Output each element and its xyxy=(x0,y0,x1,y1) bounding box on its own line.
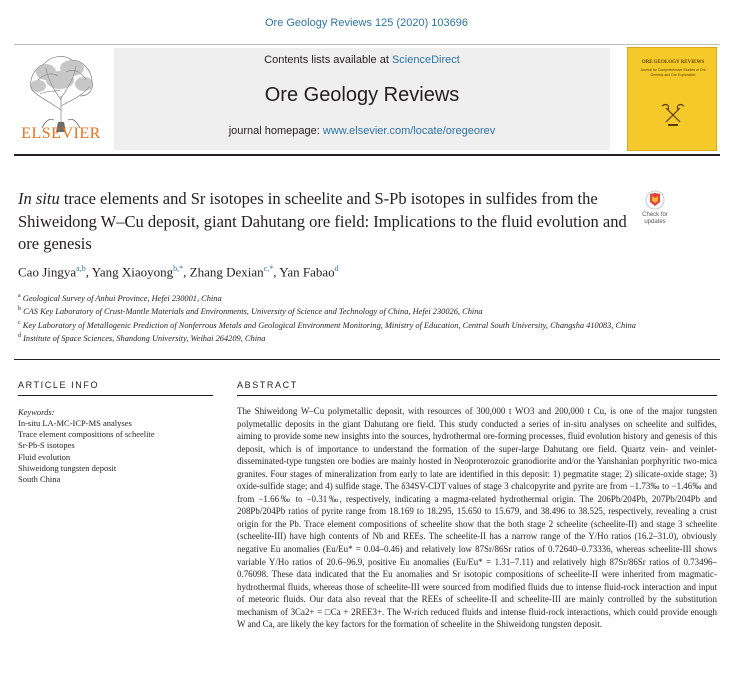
abstract-body: The Shiweidong W–Cu polymetallic deposit, with resources of 300,000 t WO3 and 200,000 t Cu, is one of the major tungsten polymetallic deposits in the giant Dahutang ore field. This study conducted a series of in-situ analyses on scheelite and sulfides, aiming to provide some new insights into the sources, hydrothermal ore-forming processes, fluid evolution history and genesis of this deposit, which is of importance to understand the formation of the super-large Dahutang ore field. Quartz vein- and veinlet-disseminated-type tungsten ore bodies are mainly hosted in Neoproterozoic granodiorite and/or the Yanshanian porphyritic two-mica granites. Four stages of mineralization from early to late are identified in this deposit: 1) pegmatite stage; 2) silicate-oxide stage; 3) oxide-sulfide stage; and 4) sulfide stage. The δ34SV-CDT values of stage 3 chalcopyrite and pyrite are from −1.73‰ to −1.46‰ and from −1.66‰ to −0.31‰, respectively, indicating a magma-related hydrothermal origin. The 206Pb/204Pb, 207Pb/204Pb and 208Pb/204Pb ratios of pyrite range from 18.169 to 18.295, 15.650 to 15.679, and 38.496 to 38.525, respectively, revealing a crust origin for the Pb. Trace element compositions of scheelite show that the both stage 2 scheelite (scheelite-II) and stage 3 scheelite (scheelite-III) have high contents of Nb and REEs. The scheelite-II has a narrow range of the Y/Ho ratios (16.2–31.0), obviously negative Eu anomalies (Eu/Eu* = 0.04–0.46) and relatively low 87Sr/86Sr ratios of 0.72640–0.73336, whereas scheelite-III shows variable Y/Ho ratios of 20.6–96.9, positive Eu anomalies (Eu/Eu* = 1.31–7.11) and relatively high 87Sr/86Sr ratios of 0.73496–0.76098. These data indicated that the Eu anomalies and Sr isotopic compositions of scheelite-II were inherited from magmatic-hydrothermal fluids, whereas those of scheelite-III were sourced from modified fluids due to intense fluid-rock interaction and input of meteoric fluids. Our data also reveal that the REEs of scheelite-II and scheelite-III are mainly controlled by the substitution mechanism of 3Ca2+ = □Ca + 2REE3+. The W-rich reduced fluids and intense fluid-rock interactions, which could provide enough W and Ca, are likely the key factors for the formation of scheelite in the Shiweidong tungsten deposit. xyxy=(237,406,717,630)
article-title-rest: trace elements and Sr isotopes in scheelite and S-Pb isotopes in sulfides from the Shiweidong W–Cu deposit, giant Dahutang ore field: Implications to the fluid evolution and ore genesis xyxy=(18,189,627,253)
journal-homepage-link[interactable]: www.elsevier.com/locate/oregeorev xyxy=(322,125,496,137)
affiliation-item xyxy=(18,304,718,317)
author-affiliation-marks[interactable]: d xyxy=(334,264,339,273)
abstract-heading: ABSTRACT xyxy=(237,380,298,390)
cover-title: ORE GEOLOGY REVIEWS xyxy=(641,60,705,65)
affiliation-mark: d xyxy=(18,333,21,340)
contents-availability-line xyxy=(114,54,610,66)
header-bottom-rule xyxy=(14,154,720,156)
affiliation-mark: b xyxy=(18,306,21,313)
header-top-rule xyxy=(14,44,720,45)
homepage-prefix: journal homepage: xyxy=(228,125,323,137)
publisher-wordmark: ELSEVIER xyxy=(21,125,101,142)
journal-homepage-line xyxy=(114,125,610,137)
author-affiliation-marks[interactable]: b,* xyxy=(173,264,184,273)
journal-reference[interactable]: Ore Geology Reviews 125 (2020) 103696 xyxy=(264,17,468,29)
author-name[interactable]: Yan Fabao xyxy=(279,264,335,280)
author-name[interactable]: Cao Jingya xyxy=(18,264,77,280)
journal-title: Ore Geology Reviews xyxy=(264,84,460,106)
journal-header-banner xyxy=(114,48,610,150)
keyword-item[interactable]: South China xyxy=(18,474,61,485)
keywords-label: Keywords: xyxy=(18,407,55,417)
affiliation-mark: a xyxy=(18,293,21,299)
keyword-item[interactable]: Trace element compositions of scheelite xyxy=(18,429,155,440)
affiliation-text: Geological Survey of Anhui Province, Hefei 230001, China xyxy=(22,293,222,303)
author-list: Cao Jingya$^{a,b}$, Yang Xiaoyong$^{b,*}$, Zhang Dexian$^{c,*}$, Yan Fabao$^d$ xyxy=(18,264,339,280)
journal-cover-thumbnail[interactable] xyxy=(627,47,717,151)
keyword-item[interactable]: Shiweidong tungsten deposit xyxy=(18,462,117,473)
cover-mining-icon xyxy=(628,48,718,152)
affiliation-mark: c xyxy=(18,319,21,326)
author-affiliation-marks[interactable]: a,b xyxy=(76,264,86,273)
affiliation-item xyxy=(18,331,718,344)
affiliation-text: CAS Key Laboratory of Crust-Mantle Materials and Environments, University of Science and Technology of China, Hefei 230026, China xyxy=(23,307,483,317)
article-title xyxy=(18,188,628,256)
sciencedirect-link[interactable]: ScienceDirect xyxy=(391,54,460,66)
elsevier-tree-logo xyxy=(20,50,102,134)
check-for-updates-label[interactable]: Check for updates xyxy=(642,212,668,225)
affiliation-item xyxy=(18,291,718,304)
affiliation-list xyxy=(18,291,718,345)
affiliation-item xyxy=(18,318,718,331)
abstract-rule xyxy=(237,395,717,396)
article-info-rule xyxy=(18,395,213,396)
article-title-italic: In situ xyxy=(18,189,60,208)
affiliation-text: Institute of Space Sciences, Shandong University, Weihai 264209, China xyxy=(23,333,266,343)
keyword-item[interactable]: Sr-Pb-S isotopes xyxy=(18,440,75,451)
check-for-updates-icon[interactable] xyxy=(636,190,674,232)
keywords-list xyxy=(18,418,218,485)
keyword-item[interactable]: Fluid evolution xyxy=(18,451,71,462)
author-name[interactable]: Yang Xiaoyong xyxy=(91,264,174,280)
author-name[interactable]: Zhang Dexian xyxy=(189,264,264,280)
affiliation-divider xyxy=(14,359,720,360)
affiliation-text: Key Laboratory of Metallogenic Prediction of Nonferrous Metals and Geological Environment Monitoring, Ministry of Education, Central South University, Changsha 410083, China xyxy=(22,320,636,330)
cover-subtitle: Journal for Comprehensive Studies of Ore Genesis and Ore Exploration xyxy=(640,68,706,77)
author-affiliation-marks[interactable]: c,* xyxy=(263,264,274,273)
keyword-item[interactable]: In-situ LA-MC-ICP-MS analyses xyxy=(18,418,132,428)
contents-prefix: Contents lists available at xyxy=(264,54,392,66)
article-info-heading: ARTICLE INFO xyxy=(18,380,100,390)
